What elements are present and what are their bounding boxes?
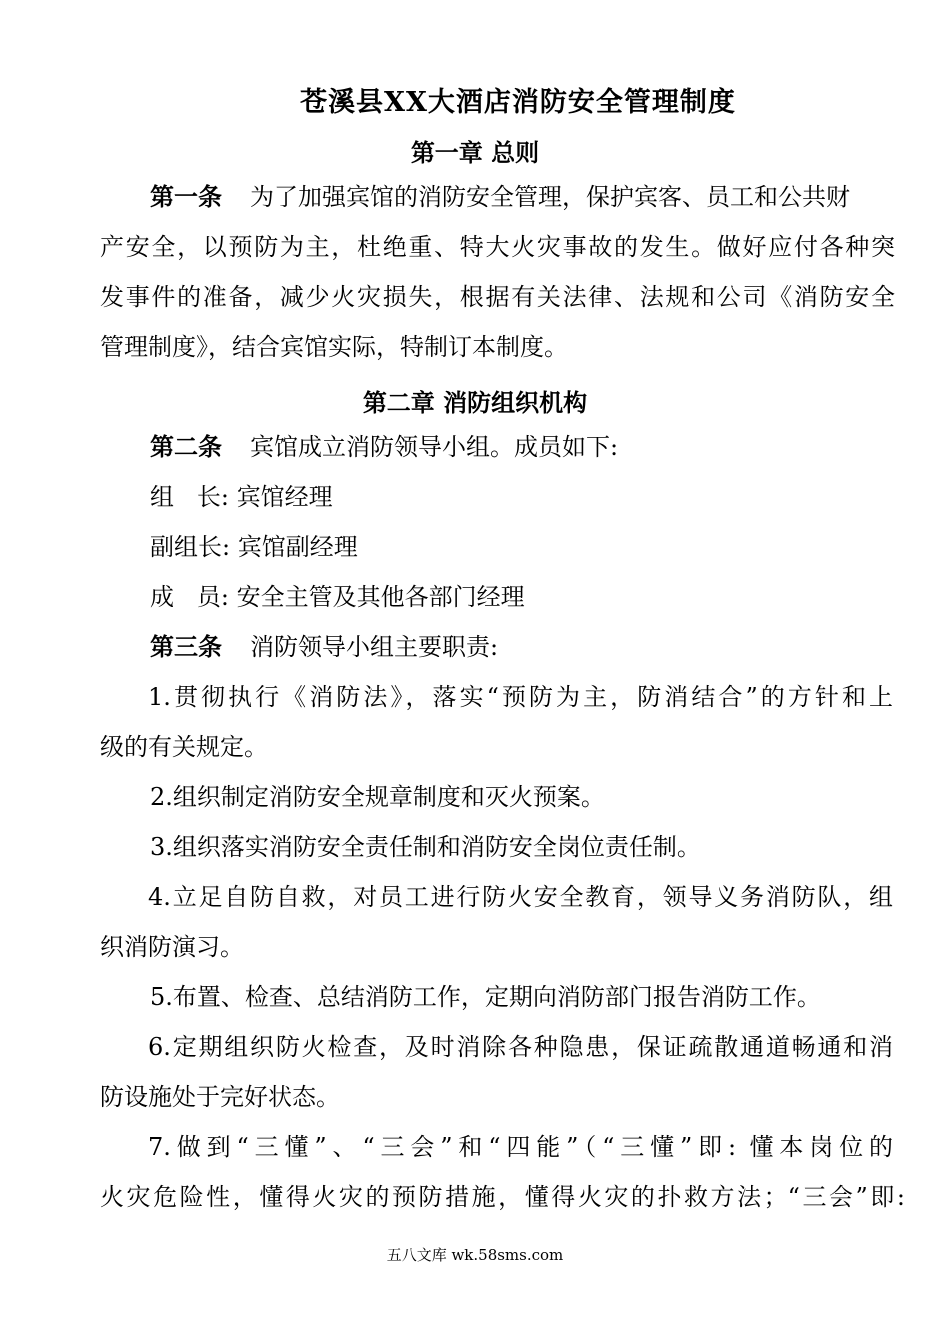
article-2-label: 第二条	[150, 432, 222, 461]
member-role: 副组长:	[150, 533, 231, 561]
article-1-line-2	[100, 233, 895, 262]
chapter-2-heading: 第二章 消防组织机构	[362, 388, 588, 417]
duty-item-5: 5.布置、检查、总结消防工作，定期向消防部门报告消防工作。	[150, 983, 821, 1011]
duty-item-7-line-2	[100, 1183, 905, 1212]
article-1-line-4: 管理制度》，结合宾馆实际，特制订本制度。	[100, 333, 568, 361]
member-leader	[150, 483, 333, 512]
duty-item-1-line-2: 级的有关规定。	[100, 733, 268, 761]
article-3-line	[150, 633, 498, 662]
duty-item-6-line-2: 防设施处于完好状态。	[100, 1083, 340, 1111]
duty-item-3: 3.组织落实消防安全责任制和消防安全岗位责任制。	[150, 833, 701, 861]
duty-item-text: 6.定期组织防火检查，及时消除各种隐患，保证疏散通道畅通和消	[148, 1033, 893, 1061]
member-members	[150, 583, 525, 612]
member-name: 安全主管及其他各部门经理	[236, 583, 525, 611]
article-3-text: 消防领导小组主要职责:	[250, 633, 499, 661]
member-name: 宾馆副经理	[237, 533, 358, 561]
article-1-label: 第一条	[150, 182, 222, 211]
article-2-text: 宾馆成立消防领导小组。成员如下:	[250, 433, 619, 461]
article-1-text: 为了加强宾馆的消防安全管理，保护宾客、员工和公共财	[250, 183, 850, 211]
article-1-line-3	[100, 283, 895, 312]
duty-item-4-line-1	[100, 883, 893, 912]
member-name: 宾馆经理	[236, 483, 333, 511]
document-title: 苍溪县XX大酒店消防安全管理制度	[300, 87, 736, 118]
duty-item-2: 2.组织制定消防安全规章制度和灭火预案。	[150, 783, 605, 811]
article-1-line-1	[150, 183, 850, 212]
duty-item-text: 7.做到“三懂”、“三会”和“四能”（“三懂”即: 懂本岗位的	[148, 1133, 893, 1161]
article-3-label: 第三条	[150, 632, 222, 661]
member-role: 成 员:	[150, 583, 229, 611]
member-role: 组 长:	[150, 483, 229, 511]
duty-item-text: 火灾危险性，懂得火灾的预防措施，懂得火灾的扑救方法；“三会”即:	[100, 1183, 905, 1211]
footer-watermark: 五八文库 wk.58sms.com	[386, 1246, 564, 1264]
article-1-text: 发事件的准备，减少火灾损失，根据有关法律、法规和公司《消防安全	[100, 283, 895, 311]
chapter-1-heading: 第一章 总则	[410, 138, 540, 167]
duty-item-6-line-1	[100, 1033, 893, 1062]
duty-item-7-line-1	[100, 1133, 893, 1162]
duty-item-text: 4.立足自防自救，对员工进行防火安全教育，领导义务消防队，组	[148, 883, 893, 911]
member-deputy	[150, 533, 358, 562]
duty-item-text: 1.贯彻执行《消防法》，落实“预防为主，防消结合”的方针和上	[148, 683, 893, 711]
duty-item-1-line-1	[100, 683, 893, 712]
duty-item-4-line-2: 织消防演习。	[100, 933, 244, 961]
article-1-text: 产安全，以预防为主，杜绝重、特大火灾事故的发生。做好应付各种突	[100, 233, 895, 261]
article-2-line	[150, 433, 618, 462]
